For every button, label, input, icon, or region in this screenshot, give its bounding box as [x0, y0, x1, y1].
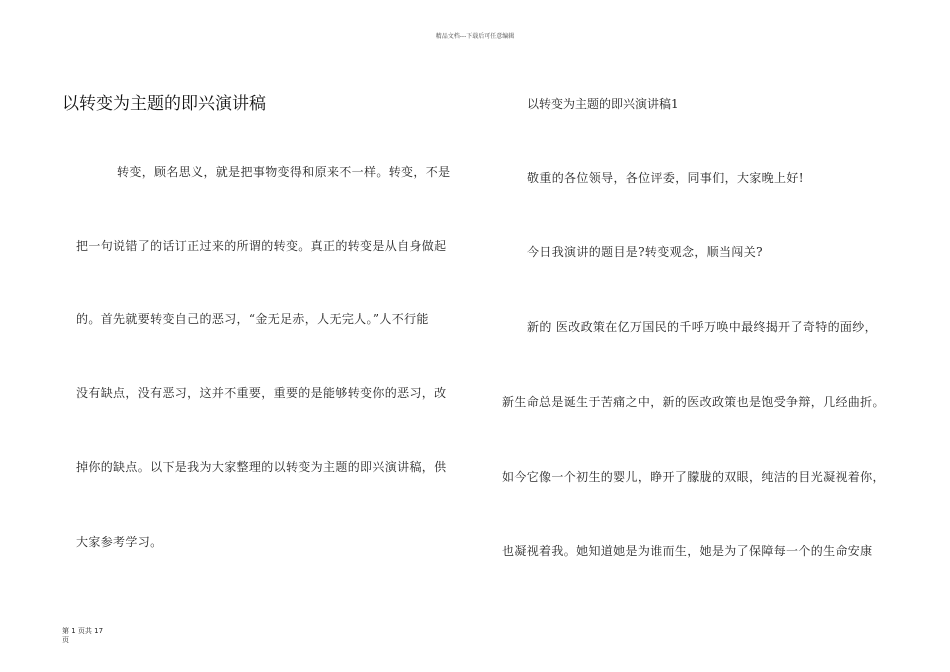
page-number-line: 页	[62, 636, 69, 644]
right-paragraph-line: 也凝视着我。她知道她是为谁而生，她是为了保障每一个的生命安康	[502, 544, 873, 558]
left-paragraph-line: 把一句说错了的话订正过来的所谓的转变。真正的转变是从自身做起	[76, 239, 447, 253]
right-paragraph-line: 今日我演讲的题目是?转变观念，顺当闯关?	[527, 245, 763, 259]
right-paragraph-line: 敬重的各位领导，各位评委，同事们，大家晚上好!	[527, 171, 804, 185]
right-paragraph-line: 如今它像一个初生的婴儿，睁开了朦胧的双眼，纯洁的目光凝视着你，	[502, 470, 885, 484]
left-paragraph-line: 大家参考学习。	[76, 535, 163, 549]
right-paragraph-line: 新生命总是诞生于苦痛之中，新的医改政策也是饱受争辩，几经曲折。	[502, 395, 885, 409]
page-number-line: 第 1 页共 17	[62, 627, 104, 635]
page-number-footer	[62, 627, 103, 645]
document-header-note: 精品文档---下载后可任意编辑	[435, 33, 515, 40]
right-paragraph-line: 新的 医改政策在亿万国民的千呼万唤中最终揭开了奇特的面纱，	[527, 320, 877, 334]
section-title: 以转变为主题的即兴演讲稿1	[527, 97, 679, 111]
page-title: 以转变为主题的即兴演讲稿	[62, 94, 266, 114]
left-paragraph-line: 的。首先就要转变自己的恶习，“金无足赤，人无完人。”人不行能	[76, 312, 429, 326]
left-paragraph-line: 转变，顾名思义，就是把事物变得和原来不一样。转变，不是	[117, 165, 451, 179]
left-paragraph-line: 掉你的缺点。以下是我为大家整理的以转变为主题的即兴演讲稿，供	[76, 460, 447, 474]
left-paragraph-line: 没有缺点，没有恶习，这并不重要，重要的是能够转变你的恶习，改	[76, 386, 447, 400]
